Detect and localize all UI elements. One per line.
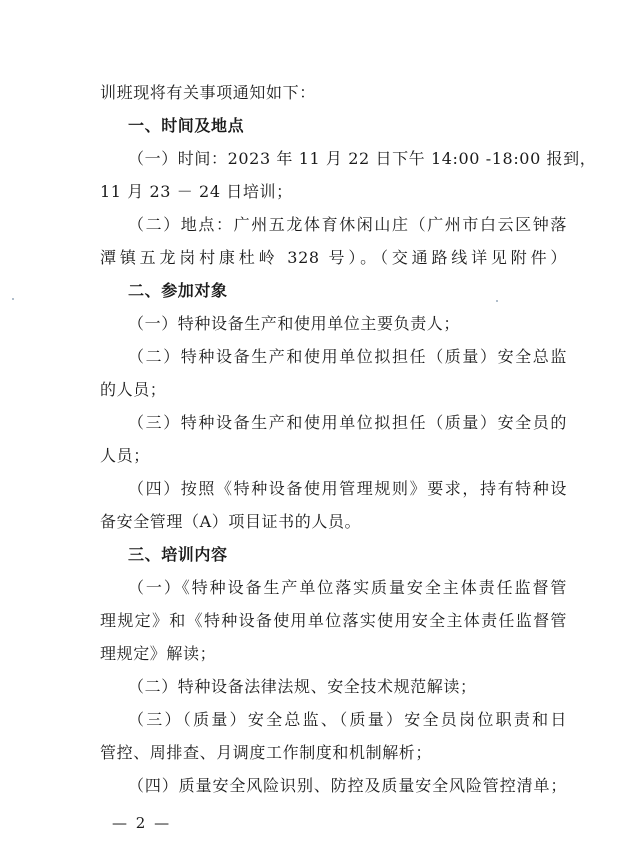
paragraph-line: 理规定》和《特种设备使用单位落实使用安全主体责任监督管 [100,611,567,630]
intro-line: 训班现将有关事项通知如下： [100,83,316,102]
paragraph-line: （一）特种设备生产和使用单位主要负责人； [128,314,461,333]
paragraph-line: 理规定》解读； [100,644,217,663]
paragraph-line: 人员； [100,446,150,465]
scan-speck [12,298,14,300]
paragraph-line: 管控、周排查、月调度工作制度和机制解析； [100,743,433,762]
paragraph-line: 的人员； [100,380,167,399]
page-number: — 2 — [112,814,172,832]
section-heading-time-location: 一、时间及地点 [128,116,245,135]
paragraph-line: 11 月 23 － 24 日培训； [100,182,293,201]
section-heading-participants: 二、参加对象 [128,281,228,300]
paragraph-line: 备安全管理（A）项目证书的人员。 [100,512,362,531]
paragraph-line: （二）地点：广州五龙体育休闲山庄（广州市白云区钟落 [128,215,567,234]
paragraph-line: （三）特种设备生产和使用单位拟担任（质量）安全员的 [128,413,567,432]
paragraph-line: （四）按照《特种设备使用管理规则》要求，持有特种设 [128,479,567,498]
paragraph-line: （三）（质量）安全总监、（质量）安全员岗位职责和日 [128,710,567,729]
paragraph-line: （二）特种设备生产和使用单位拟担任（质量）安全总监 [128,347,567,366]
section-heading-training-content: 三、培训内容 [128,545,228,564]
paragraph-line: （二）特种设备法律法规、安全技术规范解读； [128,677,477,696]
paragraph-line: 潭镇五龙岗村康杜岭 328 号）。（交通路线详见附件） [100,248,567,267]
paragraph-line: （一）《特种设备生产单位落实质量安全主体责任监督管 [128,578,567,597]
paragraph-line: （四）质量安全风险识别、防控及质量安全风险管控清单； [128,776,567,795]
paragraph-line: （一）时间：2023 年 11 月 22 日下午 14:00 -18:00 报到， [128,149,597,168]
scan-speck [496,300,498,302]
